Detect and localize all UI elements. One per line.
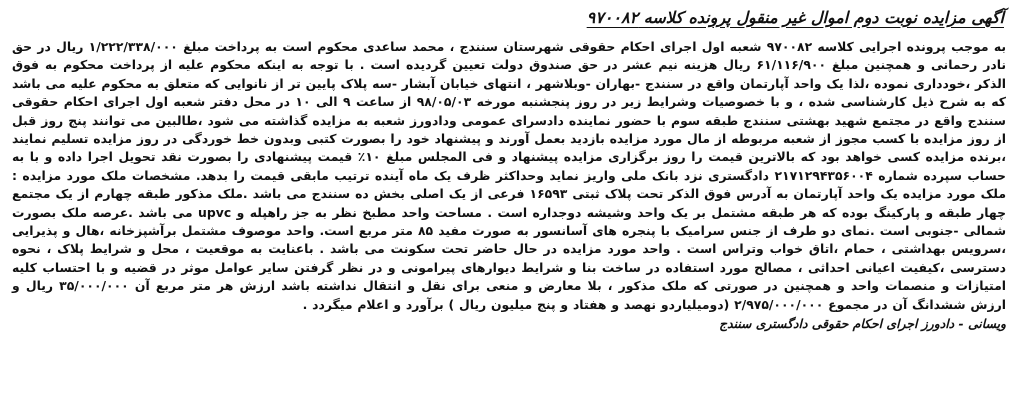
- title-row: [8, 2, 1014, 32]
- notice-signature: ویسانی - دادورز اجرای احکام حقوقی دادگستری سنندج: [719, 316, 1006, 332]
- notice-body: به موجب پرونده اجرایی کلاسه ۹۷۰۰۸۲ شعبه اول اجرای احکام حقوقی شهرستان سنندج ، محمد ساعدی محکوم است به پرداخت مبلغ ۱/۲۲۲/۳۳۸/۰۰۰ ریال در حق نادر رحمانی و همچنین مبلغ ۶۱/۱۱۶/۹۰۰ ریال هزینه نیم عشر در حق صندوق دولت تعیین گردیده است . با توجه به اینکه محکوم علیه از پرداخت محکوم به فوق الذکر ،خودداری نموده ،لذا یک واحد آپارتمان واقع در سنندج -بهاران -وبلاشهر ، انتهای خیابان آبشار -سه پلاک پایین تر از نانوایی که متعلق به محکوم علیه می باشد که به شرح ذیل کارشناسی شده ، و با خصوصیات وشرایط زیر در روز پنجشنبه مورخه ۹۸/۰۵/۰۳ از ساعت ۹ الی ۱۰ در محل دفتر شعبه اول اجرای احکام حقوقی سنندج واقع در مجتمع شهید بهشتی سنندج طبقه سوم با حضور نماینده دادسرای عمومی ودادورز شعبه به مزایده گذاشته می شود ،طالبین می توانند پنج روز قبل از روز مزایده با کسب مجوز از شعبه مربوطه از مال مورد مزایده بازدید بعمل آورند و پیشنهاد خود را بصورت کتبی وبدون خط خوردگی در روز مزایده تسلیم نمایند ،برنده مزایده کسی خواهد بود که بالاترین قیمت را روز برگزاری مزایده پیشنهاد و فی المجلس مبلغ ۱۰٪ قیمت پیشنهادی را بصورت نقد تحویل اجرا داده و با به حساب سپرده شماره ۲۱۷۱۲۹۴۳۵۶۰۰۴ دادگستری نزد بانک ملی واریز نماید وحداکثر ظرف یک ماه آینده ترتیب مابقی قیمت را بدهد. مشخصات ملک مورد مزایده : ملک مورد مزایده یک واحد آپارتمان به آدرس فوق الذکر تحت پلاک ثبتی ۱۶۵۹۳ فرعی از یک اصلی بخش ده سنندج می باشد .ملک مذکور طبقه چهارم از یک مجتمع چهار طبقه و پارکینگ بوده که هر طبقه مشتمل بر یک واحد وشیشه دوجداره است . مساحت واحد مطبخ نظر به جز راهپله و upvc می باشد .عرصه ملک بصورت شمالی -جنوبی است .نمای دو طرف از جنس سرامیک با پنجره های آسانسور به صورت مفید ۸۵ متر مربع است. واحد موصوف مشتمل برآشپزخانه ،هال و پذیرایی ،سرویس بهداشتی ، حمام ،اتاق خواب وتراس است . واحد مورد مزایده در حال حاضر تحت سکونت می باشد . باعنایت به موقعیت ، محل و شرایط پلاک ، نحوه دسترسی ،کیفیت اعیانی احداثی ، مصالح مورد استفاده در ساخت بنا و شرایط دیوارهای پیرامونی و در نظر گرفتن سایر عوامل موثر در قضیه و با احتساب کلیه امتیازات و منصمات واحد و همچنین در صورتی که ملک مذکور ، بلا معارض و منعی برای نقل و انتقال نداشته باشد ارزش هر متر مربع آن ۳۵/۰۰۰/۰۰۰ ریال و ارزش ششدانگ آن در مجموع ۲/۹۷۵/۰۰۰/۰۰۰ (دومیلیاردو نهصد و هفتاد و پنج میلیون ریال ) برآورد و اعلام میگردد .: [12, 39, 1007, 312]
- notice-title: آگهی مزایده نوبت دوم اموال غیر منقول پرونده کلاسه ۹۷۰۰۸۲: [586, 7, 1004, 27]
- auction-notice: [8, 2, 1014, 396]
